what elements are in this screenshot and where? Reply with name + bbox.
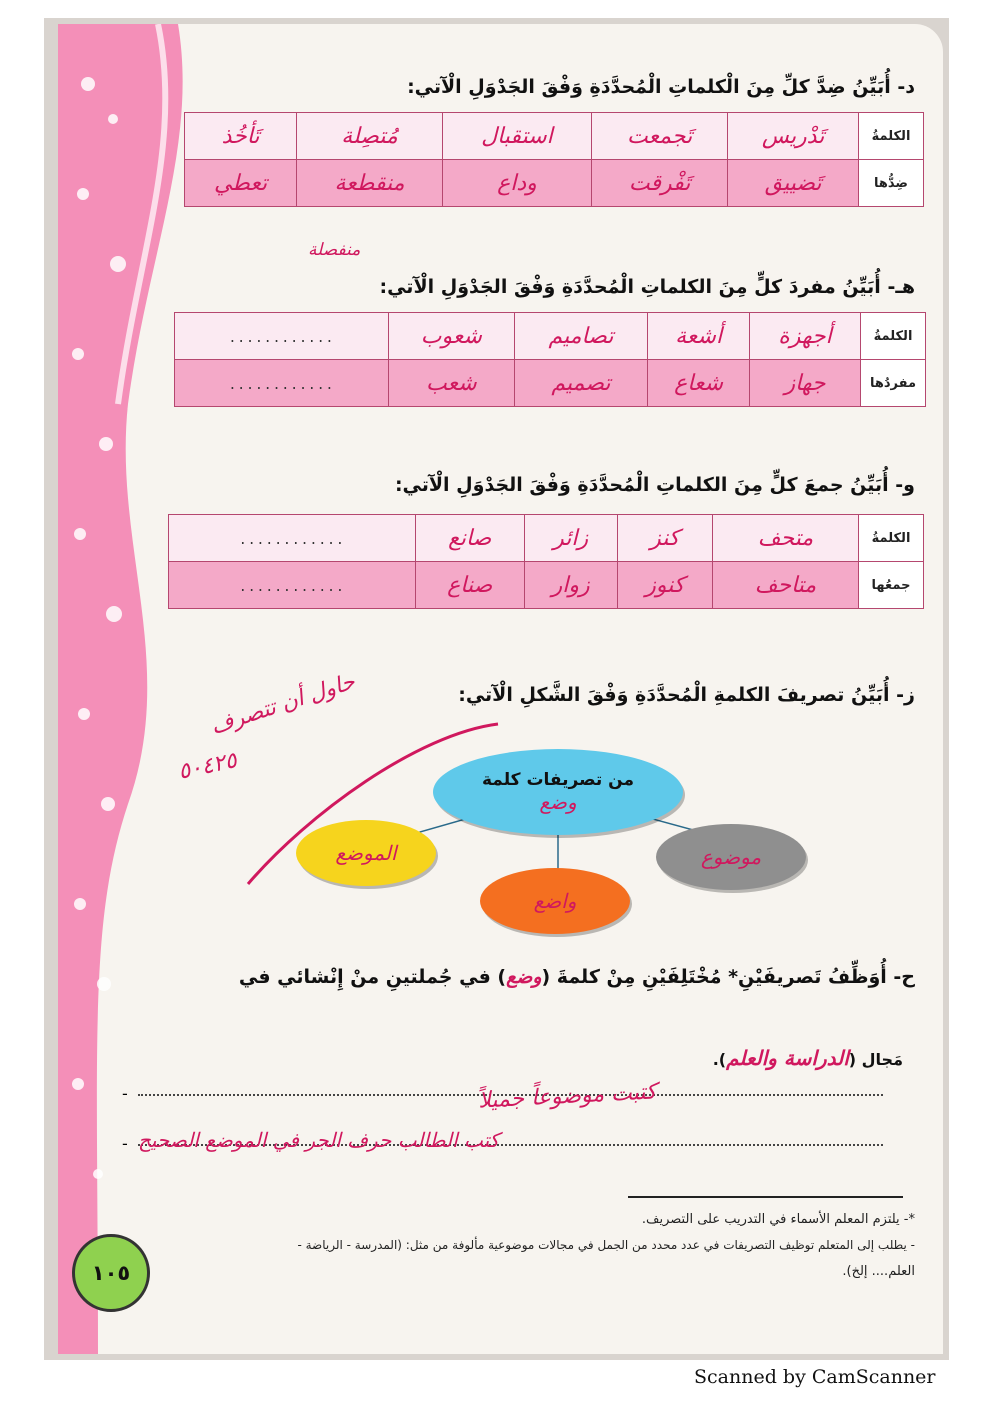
footnote-divider (628, 1196, 903, 1198)
singular-table (174, 312, 926, 407)
answer-cell[interactable]: وداع (442, 160, 591, 207)
answer-cell[interactable]: جهاز (750, 360, 861, 407)
word-cell: تَدْريس (728, 113, 859, 160)
heading-handwritten-word: وضع (506, 966, 542, 988)
section-w-heading: و- أُبَيِّنُ جمعَ كلٍّ مِنَ الكلماتِ الْمُحدَّدَةِ وَفْقَ الجَدْوَلِ الْآتي: (394, 474, 915, 496)
answer-cell[interactable]: كنوز (617, 562, 712, 609)
word-cell: صانع (415, 515, 524, 562)
word-cell: استقبال (442, 113, 591, 160)
footnote-1: *- يلتزم المعلم الأسماء في التدريب على التصريف. (641, 1212, 915, 1227)
field-line: مَجال (الدراسة والعلم). (712, 1046, 903, 1070)
answer-cell[interactable]: ............ (175, 360, 389, 407)
page-number-badge (72, 1234, 150, 1312)
right-oval[interactable] (656, 824, 806, 890)
row-label-answer: ضِدُّها (859, 160, 924, 207)
sentence-2[interactable]: كتب الطالب حرف الجر في الموضع الصحيح (138, 1128, 500, 1152)
word-cell: تَأخُذ (185, 113, 297, 160)
word-cell: كنز (617, 515, 712, 562)
word-cell: شعوب (388, 313, 514, 360)
word-cell: زائر (524, 515, 617, 562)
workbook-page (58, 24, 943, 1354)
plural-table (168, 514, 924, 609)
middle-oval[interactable] (480, 868, 630, 934)
scanner-footer: Scanned by CamScanner (694, 1366, 936, 1388)
answer-cell[interactable]: شعب (388, 360, 514, 407)
handwritten-side-note: حاول أن تتصرف (207, 669, 359, 740)
answer-cell[interactable]: صناع (415, 562, 524, 609)
center-oval (433, 749, 683, 835)
handwritten-extra-note: منفصلة (308, 240, 361, 260)
answer-cell[interactable]: تصميم (514, 360, 647, 407)
field-value[interactable]: الدراسة والعلم (726, 1046, 849, 1070)
handwritten-side-note-2: ٥٠٤٢٥ (176, 748, 240, 785)
left-oval[interactable] (296, 820, 436, 886)
middle-oval-answer: واضع (533, 889, 577, 913)
dash-2: - (122, 1134, 128, 1153)
word-cell: متحف (712, 515, 858, 562)
word-cell: تَجمعت (591, 113, 727, 160)
center-oval-title: من تصريفات كلمة (482, 770, 634, 790)
pink-wave-band (58, 24, 258, 1354)
footnote-2: - يطلب إلى المتعلم توظيف التصريفات في عدد محدد من الجمل في مجالات موضوعية مألوفة من مثل: (المدرسة - الرياضة - (297, 1238, 915, 1252)
word-cell: تصاميم (514, 313, 647, 360)
word-cell: مُتصِلة (297, 113, 443, 160)
word-cell: أجهزة (750, 313, 861, 360)
section-z-heading: ز- أُبَيِّنُ تصريفَ الكلمةِ الْمُحدَّدَةِ وَفْقَ الشَّكلِ الْآتي: (458, 684, 915, 706)
row-label-word: الكلمةُ (861, 313, 926, 360)
row-label-answer: مفردُها (861, 360, 926, 407)
dash-1: - (122, 1084, 128, 1103)
answer-cell[interactable]: زوار (524, 562, 617, 609)
answer-cell[interactable]: تَضييق (728, 160, 859, 207)
answer-cell[interactable]: متاحف (712, 562, 858, 609)
scanned-page (44, 18, 949, 1360)
answer-cell[interactable]: شعاع (648, 360, 750, 407)
row-label-answer: جمعُها (859, 562, 924, 609)
footnote-3: العلم.... إلخ). (842, 1264, 915, 1279)
word-cell: ............ (169, 515, 416, 562)
sentence-1[interactable]: كتبت موضوعاً جميلاً (477, 1079, 657, 1114)
answer-cell[interactable]: ............ (169, 562, 416, 609)
center-oval-word: وضع (539, 790, 577, 814)
answer-cell[interactable]: تعطي (185, 160, 297, 207)
word-cell: ............ (175, 313, 389, 360)
answer-cell[interactable]: منقطعة (297, 160, 443, 207)
left-oval-answer: الموضع (335, 841, 397, 865)
word-cell: أشعة (648, 313, 750, 360)
section-h-heading: هـ- أُبَيِّنُ مفردَ كلٍّ مِنَ الكلماتِ الْمُحدَّدَةِ وَفْقَ الجَدْوَلِ الْآتي: (379, 276, 915, 298)
row-label-word: الكلمةُ (859, 113, 924, 160)
page-number: ١٠٥ (91, 1261, 131, 1285)
right-oval-answer: موضوع (700, 845, 762, 869)
section-ha-heading: ح- أُوَظِّفُ تَصريفَيْنِ* مُخْتَلِفَيْنِ مِنْ كلمةَ (وضع) في جُملتينِ منْ إِنْشائي في (238, 966, 915, 988)
row-label-word: الكلمةُ (859, 515, 924, 562)
answer-cell[interactable]: تَفْرقت (591, 160, 727, 207)
section-d-heading: د- أُبَيِّنُ ضِدَّ كلِّ مِنَ الْكلماتِ الْمُحدَّدَةِ وَفْقَ الجَدْوَلِ الْآتي: (407, 76, 915, 98)
antonym-table (184, 112, 924, 207)
